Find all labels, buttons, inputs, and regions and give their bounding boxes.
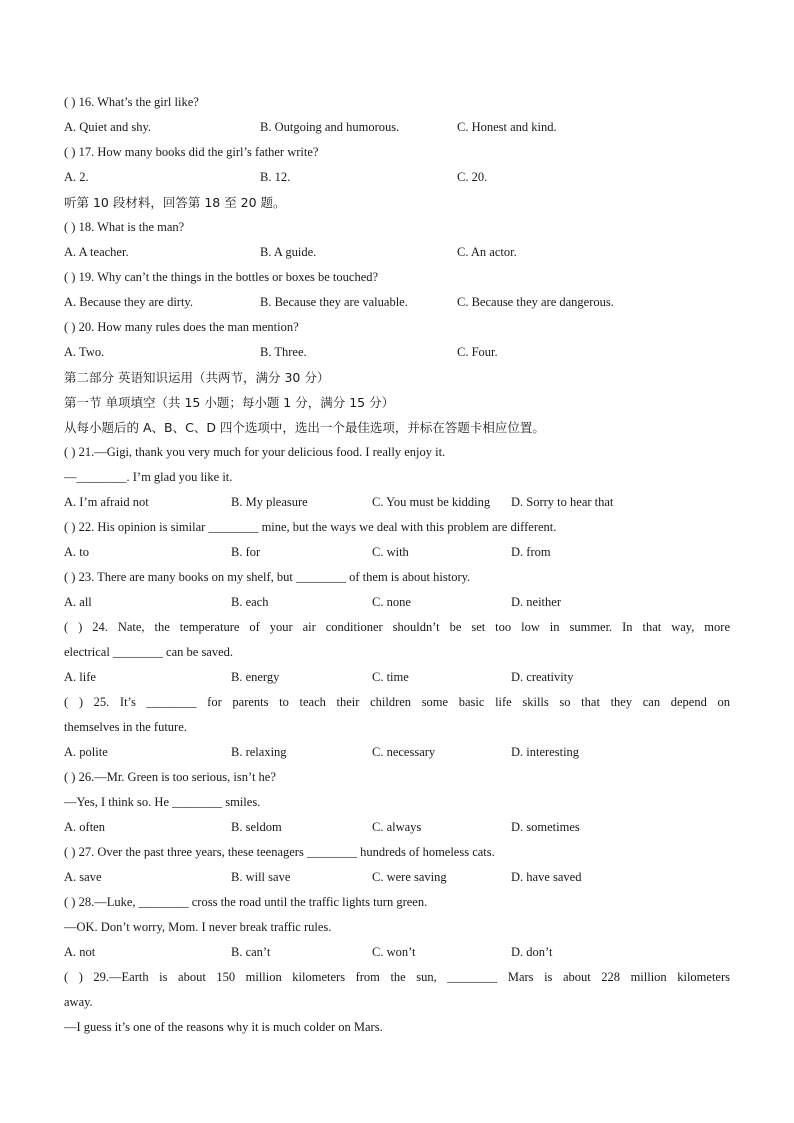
q24-stem: ( ) 24. Nate, the temperature of your air conditioner shouldn’t be set too low in summer. In that way, more xyxy=(64,620,730,634)
q27-options xyxy=(64,865,730,890)
q28-options xyxy=(64,940,730,965)
q26-option-b: B. seldom xyxy=(231,820,282,834)
q27-option-d: D. have saved xyxy=(511,870,582,884)
q19-options xyxy=(64,290,730,315)
q21-response: —________. I’m glad you like it. xyxy=(64,470,233,484)
q23-stem: ( ) 23. There are many books on my shelf, but ________ of them is about history. xyxy=(64,570,471,584)
q17-option-b: B. 12. xyxy=(260,170,291,184)
q23-options xyxy=(64,590,730,615)
q17-stem: ( ) 17. How many books did the girl’s father write? xyxy=(64,145,319,159)
q20-option-c: C. Four. xyxy=(457,345,498,359)
q26-stem: ( ) 26.—Mr. Green is too serious, isn’t he? xyxy=(64,770,276,784)
q27-stem: ( ) 27. Over the past three years, these teenagers ________ hundreds of homeless cats. xyxy=(64,845,495,859)
q18-stem: ( ) 18. What is the man? xyxy=(64,220,185,234)
q25-options xyxy=(64,740,730,765)
q20-option-a: A. Two. xyxy=(64,345,105,359)
q21-option-d: D. Sorry to hear that xyxy=(511,495,614,509)
section-1-heading: 第一节 单项填空（共 15 小题；每小题 1 分，满分 15 分） xyxy=(64,395,395,410)
q16-option-a: A. Quiet and shy. xyxy=(64,120,152,134)
q19-option-c: C. Because they are dangerous. xyxy=(457,295,614,309)
q16-option-b: B. Outgoing and humorous. xyxy=(260,120,400,134)
q21-options xyxy=(64,490,730,515)
q25-option-d: D. interesting xyxy=(511,745,580,759)
q28-option-d: D. don’t xyxy=(511,945,553,959)
q25-stem: ( ) 25. It’s ________ for parents to teach their children some basic life skills so that they can depend on xyxy=(64,695,730,709)
q18-option-c: C. An actor. xyxy=(457,245,517,259)
q19-option-b: B. Because they are valuable. xyxy=(260,295,408,309)
q22-stem: ( ) 22. His opinion is similar ________ mine, but the ways we deal with this problem are different. xyxy=(64,520,557,534)
q19-stem: ( ) 19. Why can’t the things in the bottles or boxes be touched? xyxy=(64,270,379,284)
q26-option-a: A. often xyxy=(64,820,105,834)
section-10-heading: 听第 10 段材料，回答第 18 至 20 题。 xyxy=(64,195,286,210)
q20-stem: ( ) 20. How many rules does the man mention? xyxy=(64,320,299,334)
q23-option-c: C. none xyxy=(372,595,411,609)
q24-stem-continued: electrical ________ can be saved. xyxy=(64,645,234,659)
q29-stem-continued: away. xyxy=(64,995,93,1009)
q27-option-b: B. will save xyxy=(231,870,291,884)
q22-option-c: C. with xyxy=(372,545,409,559)
q28-stem: ( ) 28.—Luke, ________ cross the road until the traffic lights turn green. xyxy=(64,895,428,909)
q23-option-a: A. all xyxy=(64,595,92,609)
q18-option-b: B. A guide. xyxy=(260,245,317,259)
q21-option-b: B. My pleasure xyxy=(231,495,308,509)
q25-stem-continued: themselves in the future. xyxy=(64,720,187,734)
q18-options xyxy=(64,240,730,265)
q27-option-c: C. were saving xyxy=(372,870,447,884)
q26-option-c: C. always xyxy=(372,820,422,834)
q24-option-a: A. life xyxy=(64,670,96,684)
q24-option-c: C. time xyxy=(372,670,409,684)
exam-page xyxy=(64,90,730,1040)
q28-response: —OK. Don’t worry, Mom. I never break traffic rules. xyxy=(64,920,332,934)
q21-option-a: A. I’m afraid not xyxy=(64,495,149,509)
q20-options xyxy=(64,340,730,365)
q21-option-c: C. You must be kidding xyxy=(372,495,491,509)
q23-option-d: D. neither xyxy=(511,595,561,609)
q26-response: —Yes, I think so. He ________ smiles. xyxy=(64,795,261,809)
q29-stem: ( ) 29.—Earth is about 150 million kilometers from the sun, ________ Mars is about 228 million kilometers xyxy=(64,970,730,984)
q23-option-b: B. each xyxy=(231,595,269,609)
q28-option-b: B. can’t xyxy=(231,945,271,959)
q22-option-b: B. for xyxy=(231,545,261,559)
q16-option-c: C. Honest and kind. xyxy=(457,120,557,134)
q16-stem: ( ) 16. What’s the girl like? xyxy=(64,95,199,109)
q26-option-d: D. sometimes xyxy=(511,820,580,834)
instructions: 从每小题后的 A、B、C、D 四个选项中，选出一个最佳选项，并标在答题卡相应位置。 xyxy=(64,420,545,435)
q17-option-a: A. 2. xyxy=(64,170,89,184)
q29-response: —I guess it’s one of the reasons why it is much colder on Mars. xyxy=(64,1020,383,1034)
q17-option-c: C. 20. xyxy=(457,170,488,184)
q22-option-d: D. from xyxy=(511,545,551,559)
q24-option-b: B. energy xyxy=(231,670,280,684)
q18-option-a: A. A teacher. xyxy=(64,245,129,259)
q28-option-c: C. won’t xyxy=(372,945,416,959)
q22-option-a: A. to xyxy=(64,545,89,559)
q17-options xyxy=(64,165,730,190)
q25-option-c: C. necessary xyxy=(372,745,436,759)
q22-options xyxy=(64,540,730,565)
q28-option-a: A. not xyxy=(64,945,96,959)
q24-option-d: D. creativity xyxy=(511,670,574,684)
q25-option-b: B. relaxing xyxy=(231,745,287,759)
q19-option-a: A. Because they are dirty. xyxy=(64,295,193,309)
q24-options xyxy=(64,665,730,690)
q21-stem: ( ) 21.—Gigi, thank you very much for your delicious food. I really enjoy it. xyxy=(64,445,446,459)
q20-option-b: B. Three. xyxy=(260,345,307,359)
q26-options xyxy=(64,815,730,840)
q27-option-a: A. save xyxy=(64,870,102,884)
q16-options xyxy=(64,115,730,140)
part-2-heading: 第二部分 英语知识运用（共两节，满分 30 分） xyxy=(64,370,330,385)
q25-option-a: A. polite xyxy=(64,745,108,759)
